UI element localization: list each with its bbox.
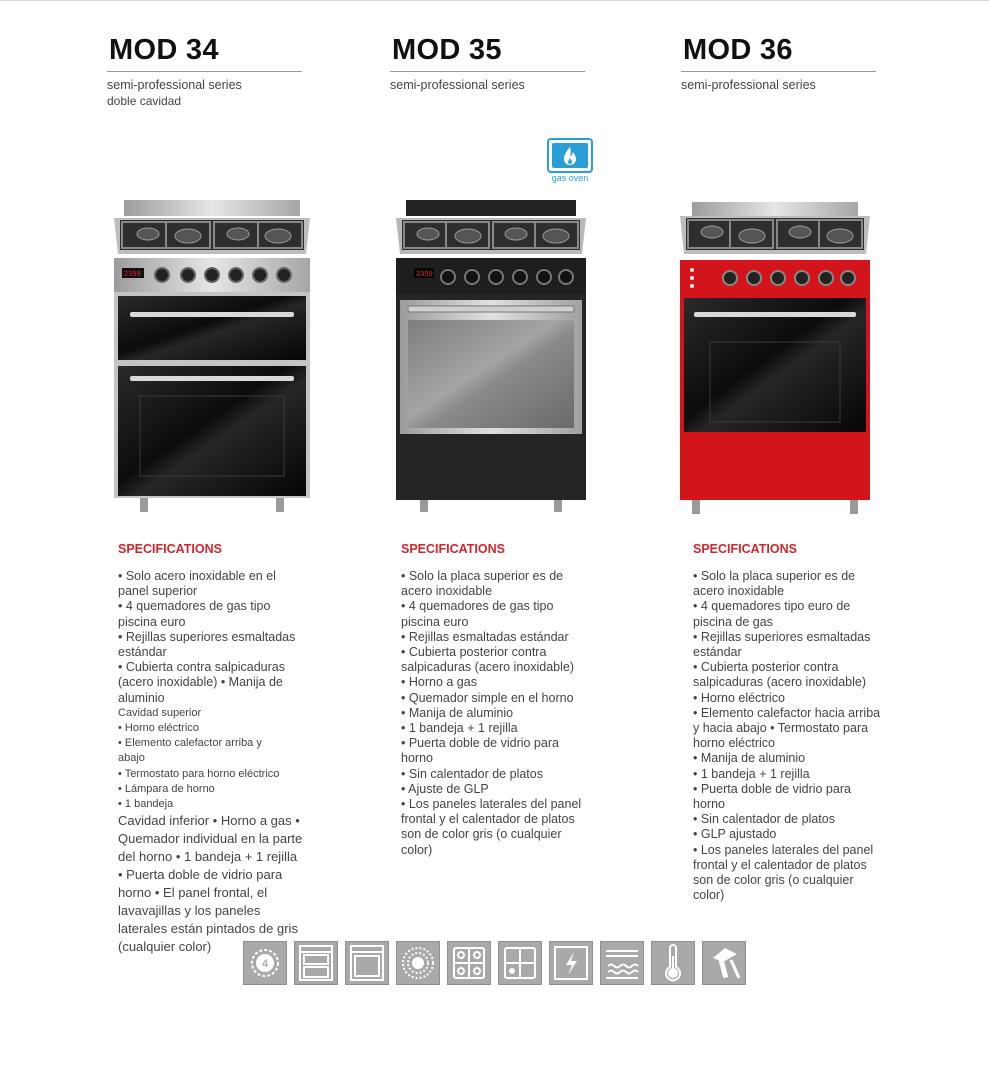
flame-oven-icon	[546, 138, 594, 174]
series-label: semi-professional series	[390, 78, 525, 92]
spec-line: • 4 quemadores de gas tipo	[401, 599, 554, 614]
spec-line: • Horno eléctrico	[693, 690, 785, 705]
spec-line: • 4 quemadores de gas tipo	[118, 599, 271, 614]
spec-line: • Elemento calefactor hacia arriba	[693, 705, 881, 720]
title-rule	[107, 71, 302, 72]
spec-line: • Sin calentador de platos	[693, 812, 835, 827]
spec-line: frontal y el calentador de platos	[693, 857, 867, 872]
spec-line: piscina de gas	[693, 614, 773, 629]
subtitle-label: doble cavidad	[107, 94, 182, 108]
stove-image-mod-36	[676, 196, 874, 518]
spec-line: • Cubierta contra salpicaduras	[118, 660, 285, 675]
spec-line: • Manija de aluminio	[693, 751, 806, 766]
spec-line: • Manija de aluminio	[401, 705, 514, 720]
svg-text:2359: 2359	[416, 271, 433, 279]
spec-line: salpicaduras (acero inoxidable)	[401, 660, 575, 675]
specifications-heading: SPECIFICATIONS	[401, 542, 505, 556]
spec-line: • Rejillas superiores esmaltadas	[693, 629, 871, 644]
gas-oven-badge	[546, 138, 594, 186]
thermometer-icon	[651, 941, 695, 985]
spec-line: • Puerta doble de vidrio para	[118, 867, 283, 883]
cooktop-layout-alt-icon	[498, 941, 542, 985]
spec-line: horno	[693, 797, 725, 812]
spec-line: • 1 bandeja + 1 rejilla	[693, 766, 810, 781]
spec-line: frontal y el calentador de platos	[401, 812, 575, 827]
single-oven-icon	[345, 941, 389, 985]
stove-image-mod-34	[110, 196, 315, 516]
specifications-list	[693, 569, 893, 903]
specifications-list	[118, 569, 318, 956]
title-rule	[390, 71, 585, 72]
spec-line: • Rejillas superiores esmaltadas	[118, 629, 296, 644]
spec-line: salpicaduras (acero inoxidable)	[693, 675, 867, 690]
spec-line: aluminio	[118, 690, 165, 705]
spec-line: estándar	[693, 645, 742, 660]
knob-handle-icon	[702, 941, 746, 985]
spec-line: • 1 bandeja	[118, 798, 174, 811]
title-rule	[681, 71, 876, 72]
spec-line: • Quemador simple en el horno	[401, 690, 574, 705]
model-title: MOD 36	[683, 34, 793, 66]
burner-count-label: 4	[261, 958, 269, 970]
spec-line: • Los paneles laterales del panel	[693, 842, 874, 857]
top-divider	[0, 0, 989, 1]
double-oven-icon	[294, 941, 338, 985]
spec-line: piscina euro	[401, 614, 469, 629]
spec-line: Cavidad inferior • Horno a gas •	[118, 813, 300, 829]
spec-line: • Rejillas esmaltadas estándar	[401, 629, 569, 644]
spec-line: horno eléctrico	[693, 736, 775, 751]
four-burners-icon	[243, 941, 287, 985]
specifications-heading: SPECIFICATIONS	[693, 542, 797, 556]
spec-line: • Ajuste de GLP	[401, 781, 489, 796]
spec-line: • Termostato para horno eléctrico	[118, 767, 280, 780]
spec-line: laterales están pintados de gris	[118, 921, 298, 937]
spec-line: (cualquier color)	[118, 939, 212, 955]
spec-line: Quemador individual en la parte	[118, 831, 303, 847]
spec-line: • Horno eléctrico	[118, 722, 199, 735]
spec-line: • Lámpara de horno	[118, 782, 215, 795]
spec-line: acero inoxidable	[693, 584, 785, 599]
wok-burner-icon	[396, 941, 440, 985]
spec-line: del horno • 1 bandeja + 1 rejilla	[118, 849, 298, 865]
spec-line: estándar	[118, 645, 167, 660]
spec-line: • Puerta doble de vidrio para	[693, 781, 851, 796]
spec-line: acero inoxidable	[401, 584, 493, 599]
spec-line: panel superior	[118, 584, 198, 599]
spec-line: Cavidad superior	[118, 706, 202, 719]
spec-line: • Cubierta posterior contra	[693, 660, 839, 675]
spec-line: • Solo la placa superior es de	[693, 569, 856, 583]
svg-text:2359: 2359	[124, 271, 141, 279]
spec-line: • Elemento calefactor arriba y	[118, 737, 262, 750]
series-label: semi-professional series	[681, 78, 816, 92]
gas-oven-label: gas oven	[551, 173, 589, 183]
spec-line: • GLP ajustado	[693, 827, 777, 842]
model-title: MOD 34	[109, 34, 219, 66]
spec-line: • Sin calentador de platos	[401, 766, 543, 781]
spec-line: • Puerta doble de vidrio para	[401, 736, 559, 751]
spec-line: • Solo la placa superior es de	[401, 569, 564, 583]
spec-line: • 1 bandeja + 1 rejilla	[401, 721, 518, 736]
cooktop-layout-icon	[447, 941, 491, 985]
spec-line: y hacia abajo • Termostato para	[693, 721, 869, 736]
series-label: semi-professional series	[107, 78, 242, 92]
spec-line: lavavajillas y los paneles	[118, 903, 261, 919]
specifications-heading: SPECIFICATIONS	[118, 542, 222, 556]
spec-line: horno • El panel frontal, el	[118, 885, 268, 901]
spec-line: • Los paneles laterales del panel	[401, 797, 582, 812]
spec-line: son de color gris (o cualquier	[693, 873, 854, 888]
spec-line: color)	[693, 888, 725, 903]
specifications-list	[401, 569, 601, 858]
spec-line: son de color gris (o cualquier	[401, 827, 562, 842]
spec-line: horno	[401, 751, 433, 766]
gas-grill-icon	[600, 941, 644, 985]
spec-line: (acero inoxidable) • Manija de	[118, 675, 283, 690]
spec-line: • 4 quemadores tipo euro de	[693, 599, 851, 614]
spec-line: • Horno a gas	[401, 675, 477, 690]
electric-oven-icon	[549, 941, 593, 985]
spec-line: • Solo acero inoxidable en el	[118, 569, 276, 583]
spec-line: • Cubierta posterior contra	[401, 645, 547, 660]
spec-line: abajo	[118, 752, 145, 765]
model-title: MOD 35	[392, 34, 502, 66]
stove-image-mod-35	[392, 196, 590, 516]
spec-line: color)	[401, 842, 433, 857]
spec-line: piscina euro	[118, 614, 186, 629]
